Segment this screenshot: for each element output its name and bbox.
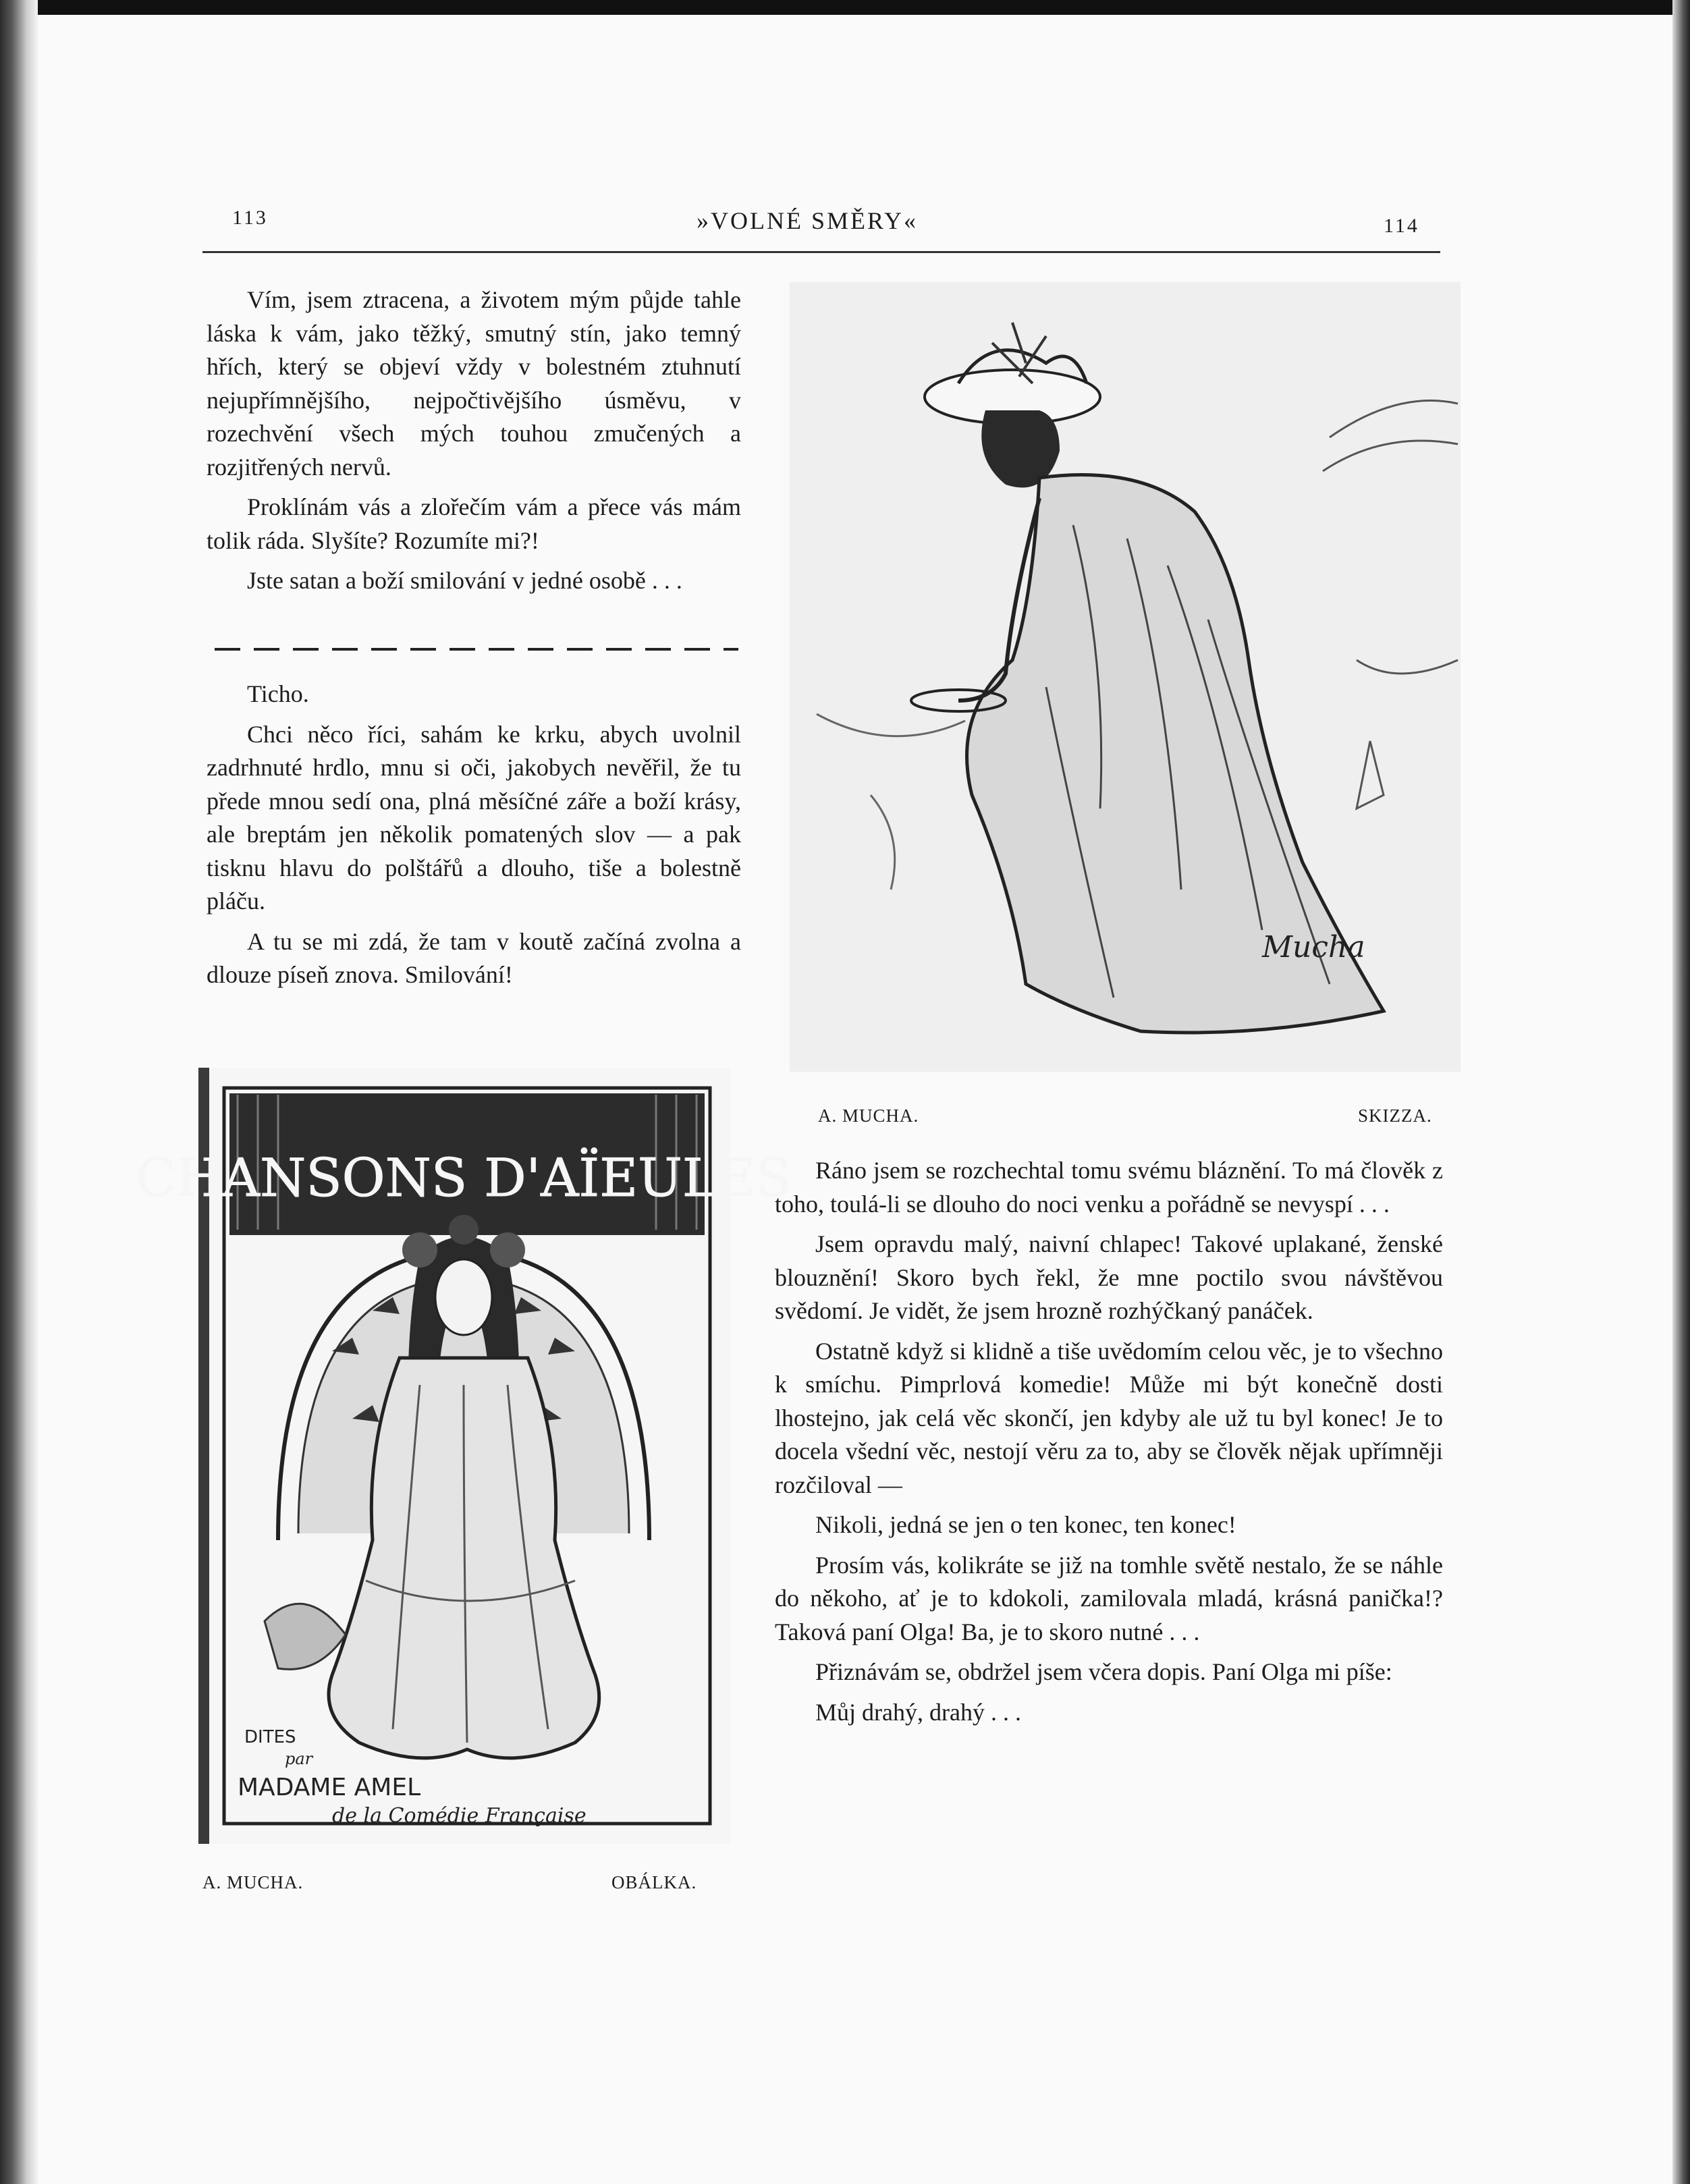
left-column-top bbox=[207, 283, 741, 605]
paragraph: Prosím vás, kolikráte se již na tomhle světě nestalo, že se náhle do někoho, ať je to kdokoli, zamilovala mladá, krásná panička!? Taková paní Olga! Ba, je to skoro nutné . . . bbox=[775, 1551, 1443, 1645]
running-title: »VOLNÉ SMĚRY« bbox=[697, 207, 919, 234]
poster-caption-artist: A. MUCHA. bbox=[202, 1872, 304, 1892]
poster-illustration bbox=[135, 1068, 792, 1844]
paragraph: Ticho. bbox=[247, 680, 309, 707]
poster-caption-title: OBÁLKA. bbox=[611, 1872, 697, 1892]
right-column bbox=[775, 1154, 1443, 1736]
paragraph: Ráno jsem se rozchechtal tomu svému bláznění. To má člověk z toho, toulá-li se dlouho do noci venku a pořádně se nevyspí . . . bbox=[775, 1157, 1443, 1218]
poster-lettering: MADAME AMEL bbox=[238, 1774, 421, 1801]
paragraph: Můj drahý, drahý . . . bbox=[815, 1698, 1021, 1726]
poster-lettering: de la Comédie Française bbox=[332, 1804, 587, 1828]
paragraph: A tu se mi zdá, že tam v koutě začíná zvolna a dlouze píseň znova. Smilování! bbox=[207, 927, 741, 988]
page-number-right: 114 bbox=[1384, 215, 1419, 237]
poster-lettering: DITES bbox=[244, 1727, 296, 1747]
paragraph: Chci něco říci, sahám ke krku, abych uvolnil zadrhnuté hrdlo, mnu si oči, jakobych nevěřil, že tu přede mnou sedí ona, plná měsíčné záře a boží krásy, ale breptám jen několik pomatených slov — a pak tisknu hlavu do polštářů a dlouho, tiše a bolestně pláču. bbox=[207, 720, 741, 914]
page-number-left: 113 bbox=[232, 207, 268, 229]
paragraph: Jsem opravdu malý, naivní chlapec! Takové uplakané, ženské blouznění! Skoro bych řekl, že mne poctilo svou návštěvou svědomí. Je vidět, že jsem hrozně rozhýčkaný panáček. bbox=[775, 1230, 1443, 1324]
header-rule bbox=[202, 251, 1440, 253]
section-break-dashes bbox=[215, 648, 738, 651]
poster-lettering: par bbox=[285, 1749, 313, 1768]
paragraph: Proklínám vás a zlořečím vám a přece vás mám tolik ráda. Slyšíte? Rozumíte mi?! bbox=[207, 493, 741, 554]
sketch-caption-artist: A. MUCHA. bbox=[818, 1105, 919, 1126]
paragraph: Jste satan a boží smilování v jedné osobě . . . bbox=[247, 567, 682, 594]
paragraph: Ostatně když si klidně a tiše uvědomím celou věc, je to všechno k smíchu. Pimprlová komedie! Může mi být konečně dosti lhostejno, jak celá věc skončí, jen kdyby ale už tu byl konec! Je to docela všední věc, nestojí věru za to, aby se člověk nějak upřímněji rozčiloval — bbox=[775, 1337, 1443, 1498]
scan-edge-right bbox=[1672, 0, 1690, 2184]
paragraph: Přiznávám se, obdržel jsem včera dopis. Paní Olga mi píše: bbox=[815, 1658, 1392, 1685]
sketch-caption-title: SKIZZA. bbox=[1358, 1105, 1432, 1126]
paragraph: Nikoli, jedná se jen o ten konec, ten konec! bbox=[815, 1511, 1236, 1538]
left-column-bottom bbox=[207, 678, 741, 999]
artist-signature: Mucha bbox=[1262, 930, 1365, 964]
poster-title: CHANSONS D'AÏEULES bbox=[135, 1148, 792, 1209]
scan-edge-left bbox=[0, 0, 38, 2184]
seated-woman-sketch bbox=[790, 282, 1461, 1072]
paragraph: Vím, jsem ztracena, a životem mým půjde tahle láska k vám, jako těžký, smutný stín, jako temný hřích, který se objeví vždy v bolestném ztuhnutí nejupřímnějšího, nejpočtivějšího úsměvu, v rozechvění všech mých touhou zmučených a rozjitřených nervů. bbox=[207, 286, 741, 481]
scan-edge-top bbox=[0, 0, 1690, 15]
chansons-poster-art bbox=[135, 1068, 792, 1844]
sketch-illustration bbox=[790, 282, 1461, 1072]
